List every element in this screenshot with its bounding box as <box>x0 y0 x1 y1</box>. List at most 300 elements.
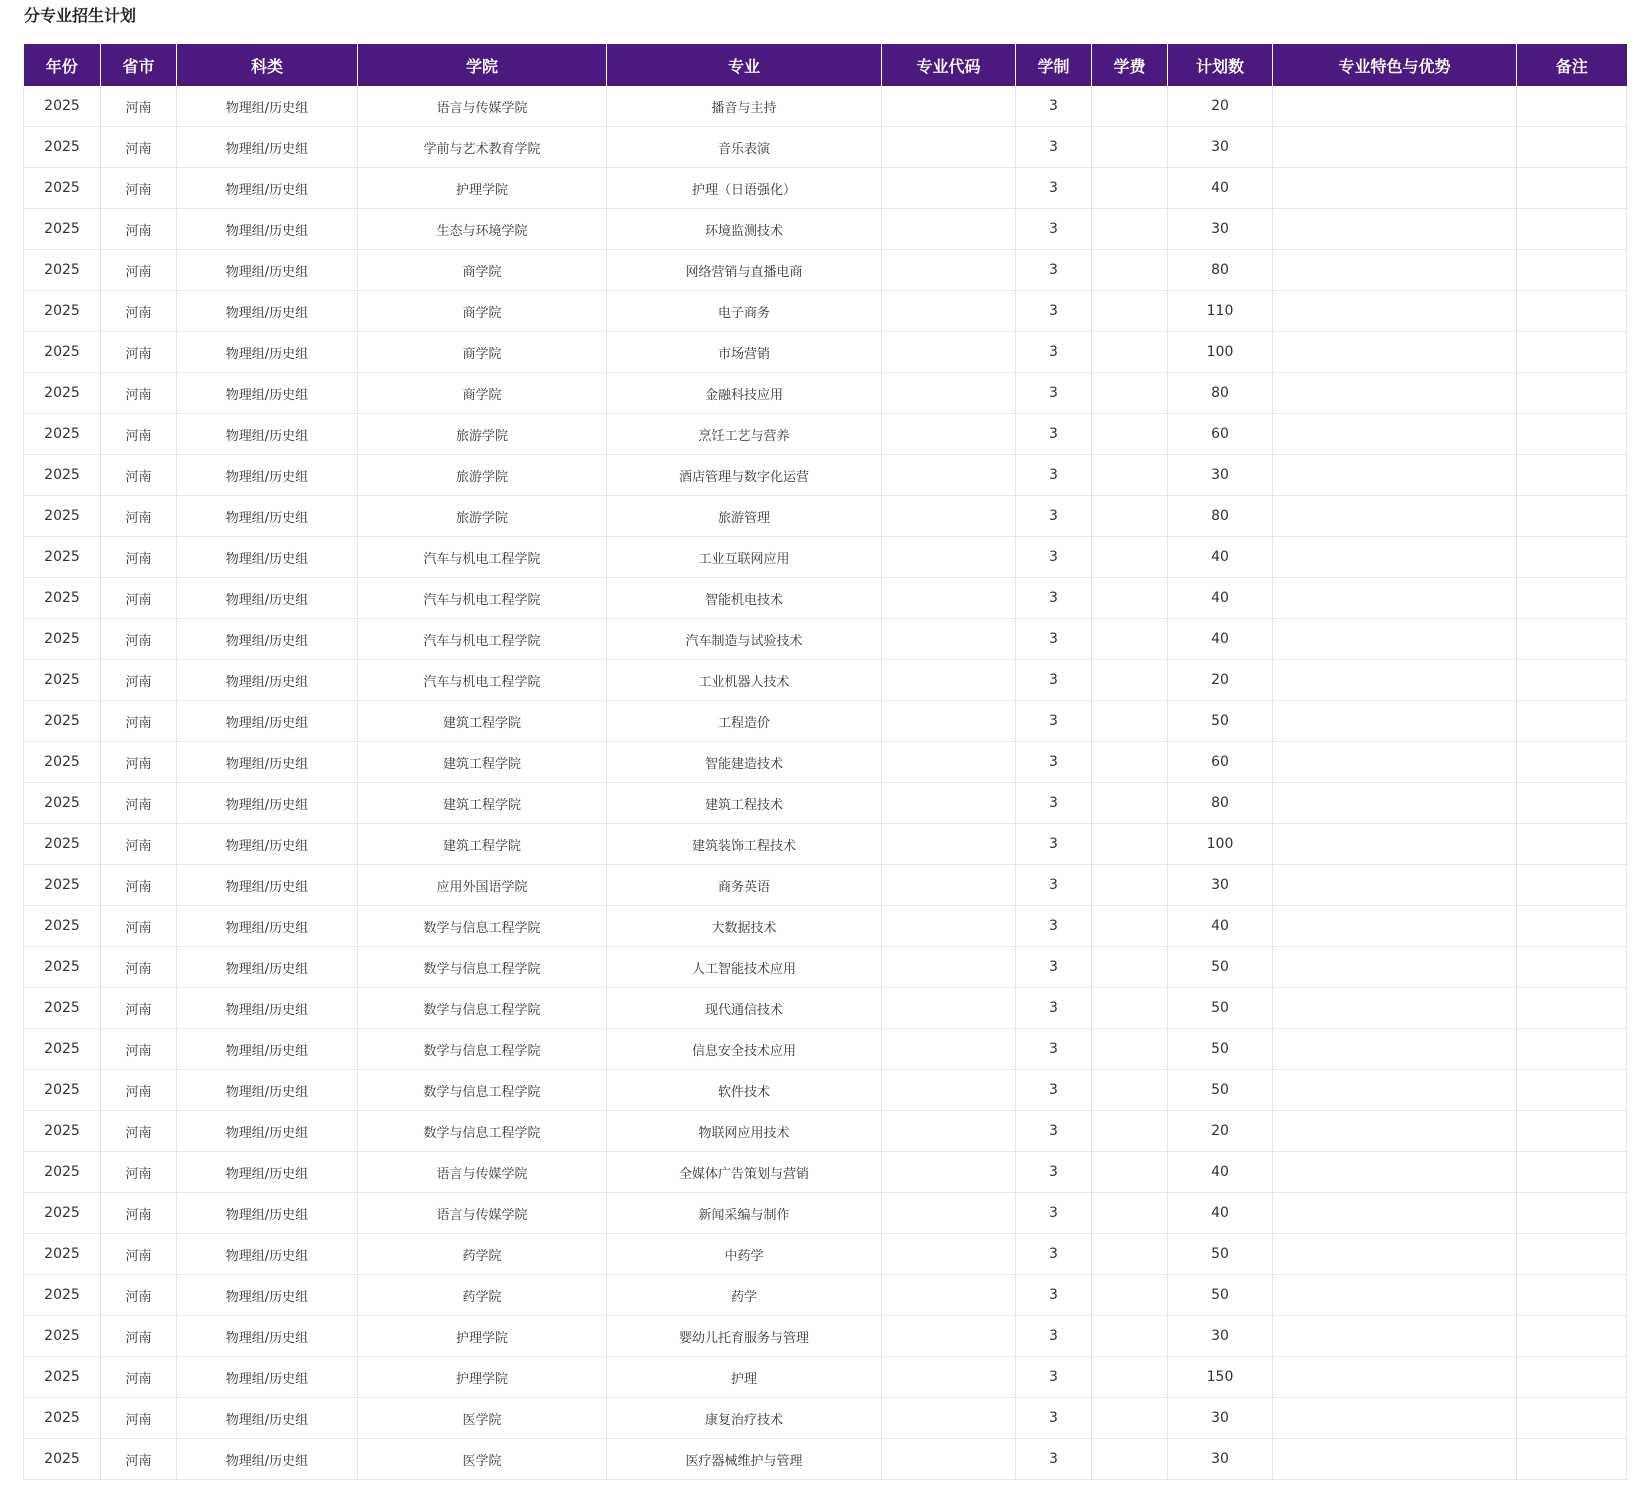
features-cell <box>1273 742 1517 783</box>
features-cell <box>1273 1029 1517 1070</box>
remarks-cell <box>1517 127 1627 168</box>
major-cell: 信息安全技术应用 <box>607 1029 882 1070</box>
college-cell: 应用外国语学院 <box>358 865 607 906</box>
major-cell: 商务英语 <box>607 865 882 906</box>
tuition-cell <box>1092 1439 1168 1480</box>
province-cell: 河南 <box>101 1193 177 1234</box>
plan-count-cell: 80 <box>1168 496 1273 537</box>
tuition-cell <box>1092 1357 1168 1398</box>
major-cell: 康复治疗技术 <box>607 1398 882 1439</box>
tuition-cell <box>1092 86 1168 127</box>
category-cell: 物理组/历史组 <box>177 1398 358 1439</box>
category-cell: 物理组/历史组 <box>177 701 358 742</box>
year-cell: 2025 <box>24 168 101 209</box>
major-code-cell <box>882 1111 1016 1152</box>
remarks-cell <box>1517 1357 1627 1398</box>
remarks-cell <box>1517 742 1627 783</box>
duration-cell: 3 <box>1016 332 1092 373</box>
tuition-cell <box>1092 865 1168 906</box>
features-cell <box>1273 824 1517 865</box>
category-cell: 物理组/历史组 <box>177 373 358 414</box>
category-cell: 物理组/历史组 <box>177 1152 358 1193</box>
table-row <box>24 619 1627 660</box>
year-cell: 2025 <box>24 496 101 537</box>
remarks-cell <box>1517 496 1627 537</box>
table-row <box>24 783 1627 824</box>
plan-count-cell: 30 <box>1168 455 1273 496</box>
tuition-cell <box>1092 537 1168 578</box>
table-row <box>24 1398 1627 1439</box>
plan-count-cell: 40 <box>1168 537 1273 578</box>
table-row <box>24 1234 1627 1275</box>
college-cell: 学前与艺术教育学院 <box>358 127 607 168</box>
major-cell: 建筑装饰工程技术 <box>607 824 882 865</box>
major-cell: 环境监测技术 <box>607 209 882 250</box>
category-cell: 物理组/历史组 <box>177 86 358 127</box>
duration-cell: 3 <box>1016 1439 1092 1480</box>
major-cell: 工业机器人技术 <box>607 660 882 701</box>
province-cell: 河南 <box>101 496 177 537</box>
major-code-cell <box>882 1234 1016 1275</box>
duration-cell: 3 <box>1016 1234 1092 1275</box>
duration-cell: 3 <box>1016 127 1092 168</box>
year-cell: 2025 <box>24 455 101 496</box>
tuition-cell <box>1092 1152 1168 1193</box>
year-cell: 2025 <box>24 906 101 947</box>
province-cell: 河南 <box>101 373 177 414</box>
major-cell: 中药学 <box>607 1234 882 1275</box>
major-cell: 音乐表演 <box>607 127 882 168</box>
category-cell: 物理组/历史组 <box>177 1070 358 1111</box>
province-cell: 河南 <box>101 86 177 127</box>
major-code-cell <box>882 496 1016 537</box>
year-cell: 2025 <box>24 1111 101 1152</box>
year-cell: 2025 <box>24 1398 101 1439</box>
tuition-cell <box>1092 1111 1168 1152</box>
major-cell: 汽车制造与试验技术 <box>607 619 882 660</box>
remarks-cell <box>1517 1234 1627 1275</box>
features-cell <box>1273 1152 1517 1193</box>
plan-count-cell: 30 <box>1168 1439 1273 1480</box>
major-code-cell <box>882 701 1016 742</box>
table-body <box>24 86 1627 1480</box>
category-cell: 物理组/历史组 <box>177 537 358 578</box>
tuition-cell <box>1092 455 1168 496</box>
table-row <box>24 824 1627 865</box>
major-code-cell <box>882 373 1016 414</box>
duration-cell: 3 <box>1016 783 1092 824</box>
features-cell <box>1273 783 1517 824</box>
remarks-cell <box>1517 824 1627 865</box>
plan-count-cell: 30 <box>1168 1316 1273 1357</box>
category-cell: 物理组/历史组 <box>177 209 358 250</box>
features-cell <box>1273 86 1517 127</box>
category-cell: 物理组/历史组 <box>177 127 358 168</box>
column-header-features: 专业特色与优势 <box>1273 44 1517 86</box>
college-cell: 数学与信息工程学院 <box>358 947 607 988</box>
major-cell: 护理（日语强化） <box>607 168 882 209</box>
province-cell: 河南 <box>101 537 177 578</box>
year-cell: 2025 <box>24 619 101 660</box>
table-row <box>24 127 1627 168</box>
features-cell <box>1273 1234 1517 1275</box>
plan-count-cell: 50 <box>1168 701 1273 742</box>
plan-count-cell: 20 <box>1168 660 1273 701</box>
duration-cell: 3 <box>1016 660 1092 701</box>
college-cell: 建筑工程学院 <box>358 701 607 742</box>
major-code-cell <box>882 86 1016 127</box>
features-cell <box>1273 168 1517 209</box>
plan-count-cell: 60 <box>1168 414 1273 455</box>
plan-count-cell: 30 <box>1168 865 1273 906</box>
major-code-cell <box>882 1439 1016 1480</box>
tuition-cell <box>1092 1234 1168 1275</box>
plan-count-cell: 50 <box>1168 1234 1273 1275</box>
major-cell: 新闻采编与制作 <box>607 1193 882 1234</box>
province-cell: 河南 <box>101 1357 177 1398</box>
table-row <box>24 742 1627 783</box>
features-cell <box>1273 660 1517 701</box>
college-cell: 药学院 <box>358 1275 607 1316</box>
category-cell: 物理组/历史组 <box>177 250 358 291</box>
remarks-cell <box>1517 373 1627 414</box>
table-row <box>24 660 1627 701</box>
table-row <box>24 291 1627 332</box>
plan-count-cell: 30 <box>1168 1398 1273 1439</box>
column-header-remarks: 备注 <box>1517 44 1627 86</box>
province-cell: 河南 <box>101 783 177 824</box>
enrollment-plan-table <box>23 44 1627 1480</box>
college-cell: 商学院 <box>358 250 607 291</box>
province-cell: 河南 <box>101 947 177 988</box>
column-header-duration: 学制 <box>1016 44 1092 86</box>
plan-count-cell: 110 <box>1168 291 1273 332</box>
duration-cell: 3 <box>1016 1275 1092 1316</box>
duration-cell: 3 <box>1016 865 1092 906</box>
remarks-cell <box>1517 291 1627 332</box>
year-cell: 2025 <box>24 373 101 414</box>
column-header-major: 专业 <box>607 44 882 86</box>
tuition-cell <box>1092 742 1168 783</box>
year-cell: 2025 <box>24 1316 101 1357</box>
province-cell: 河南 <box>101 1152 177 1193</box>
province-cell: 河南 <box>101 824 177 865</box>
tuition-cell <box>1092 988 1168 1029</box>
major-cell: 婴幼儿托育服务与管理 <box>607 1316 882 1357</box>
year-cell: 2025 <box>24 701 101 742</box>
major-cell: 软件技术 <box>607 1070 882 1111</box>
province-cell: 河南 <box>101 1111 177 1152</box>
year-cell: 2025 <box>24 1070 101 1111</box>
year-cell: 2025 <box>24 947 101 988</box>
remarks-cell <box>1517 701 1627 742</box>
province-cell: 河南 <box>101 742 177 783</box>
college-cell: 语言与传媒学院 <box>358 1193 607 1234</box>
plan-count-cell: 100 <box>1168 332 1273 373</box>
duration-cell: 3 <box>1016 1316 1092 1357</box>
table-row <box>24 86 1627 127</box>
major-cell: 智能建造技术 <box>607 742 882 783</box>
major-code-cell <box>882 209 1016 250</box>
remarks-cell <box>1517 660 1627 701</box>
major-code-cell <box>882 1357 1016 1398</box>
tuition-cell <box>1092 127 1168 168</box>
major-code-cell <box>882 742 1016 783</box>
tuition-cell <box>1092 1316 1168 1357</box>
tuition-cell <box>1092 1029 1168 1070</box>
table-row <box>24 1111 1627 1152</box>
column-header-year: 年份 <box>24 44 101 86</box>
features-cell <box>1273 332 1517 373</box>
tuition-cell <box>1092 496 1168 537</box>
plan-count-cell: 50 <box>1168 1070 1273 1111</box>
duration-cell: 3 <box>1016 701 1092 742</box>
major-code-cell <box>882 619 1016 660</box>
major-code-cell <box>882 824 1016 865</box>
plan-count-cell: 40 <box>1168 619 1273 660</box>
table-row <box>24 250 1627 291</box>
college-cell: 汽车与机电工程学院 <box>358 619 607 660</box>
major-cell: 烹饪工艺与营养 <box>607 414 882 455</box>
major-cell: 护理 <box>607 1357 882 1398</box>
major-code-cell <box>882 660 1016 701</box>
duration-cell: 3 <box>1016 250 1092 291</box>
major-cell: 人工智能技术应用 <box>607 947 882 988</box>
province-cell: 河南 <box>101 906 177 947</box>
features-cell <box>1273 250 1517 291</box>
column-header-plan-count: 计划数 <box>1168 44 1273 86</box>
category-cell: 物理组/历史组 <box>177 168 358 209</box>
duration-cell: 3 <box>1016 1357 1092 1398</box>
plan-count-cell: 80 <box>1168 783 1273 824</box>
tuition-cell <box>1092 414 1168 455</box>
year-cell: 2025 <box>24 1234 101 1275</box>
features-cell <box>1273 1275 1517 1316</box>
college-cell: 语言与传媒学院 <box>358 86 607 127</box>
column-header-category: 科类 <box>177 44 358 86</box>
tuition-cell <box>1092 578 1168 619</box>
year-cell: 2025 <box>24 988 101 1029</box>
table-row <box>24 373 1627 414</box>
plan-count-cell: 40 <box>1168 1193 1273 1234</box>
major-cell: 旅游管理 <box>607 496 882 537</box>
table-row <box>24 209 1627 250</box>
province-cell: 河南 <box>101 209 177 250</box>
college-cell: 数学与信息工程学院 <box>358 988 607 1029</box>
category-cell: 物理组/历史组 <box>177 783 358 824</box>
enrollment-plan-table-container <box>23 44 1626 1480</box>
features-cell <box>1273 414 1517 455</box>
plan-count-cell: 100 <box>1168 824 1273 865</box>
tuition-cell <box>1092 783 1168 824</box>
year-cell: 2025 <box>24 414 101 455</box>
remarks-cell <box>1517 1193 1627 1234</box>
college-cell: 数学与信息工程学院 <box>358 906 607 947</box>
category-cell: 物理组/历史组 <box>177 578 358 619</box>
college-cell: 商学院 <box>358 373 607 414</box>
features-cell <box>1273 1193 1517 1234</box>
province-cell: 河南 <box>101 1029 177 1070</box>
remarks-cell <box>1517 865 1627 906</box>
category-cell: 物理组/历史组 <box>177 906 358 947</box>
table-row <box>24 1316 1627 1357</box>
year-cell: 2025 <box>24 1029 101 1070</box>
features-cell <box>1273 701 1517 742</box>
college-cell: 建筑工程学院 <box>358 742 607 783</box>
features-cell <box>1273 127 1517 168</box>
features-cell <box>1273 373 1517 414</box>
remarks-cell <box>1517 619 1627 660</box>
college-cell: 数学与信息工程学院 <box>358 1029 607 1070</box>
duration-cell: 3 <box>1016 619 1092 660</box>
table-row <box>24 496 1627 537</box>
college-cell: 数学与信息工程学院 <box>358 1111 607 1152</box>
remarks-cell <box>1517 947 1627 988</box>
table-row <box>24 332 1627 373</box>
year-cell: 2025 <box>24 291 101 332</box>
major-code-cell <box>882 865 1016 906</box>
province-cell: 河南 <box>101 127 177 168</box>
province-cell: 河南 <box>101 1275 177 1316</box>
major-code-cell <box>882 947 1016 988</box>
remarks-cell <box>1517 414 1627 455</box>
plan-count-cell: 80 <box>1168 250 1273 291</box>
college-cell: 汽车与机电工程学院 <box>358 537 607 578</box>
college-cell: 生态与环境学院 <box>358 209 607 250</box>
major-code-cell <box>882 414 1016 455</box>
column-header-major-code: 专业代码 <box>882 44 1016 86</box>
remarks-cell <box>1517 578 1627 619</box>
tuition-cell <box>1092 619 1168 660</box>
major-cell: 金融科技应用 <box>607 373 882 414</box>
tuition-cell <box>1092 824 1168 865</box>
year-cell: 2025 <box>24 824 101 865</box>
remarks-cell <box>1517 1070 1627 1111</box>
college-cell: 护理学院 <box>358 1357 607 1398</box>
year-cell: 2025 <box>24 209 101 250</box>
table-row <box>24 1439 1627 1480</box>
duration-cell: 3 <box>1016 578 1092 619</box>
features-cell <box>1273 1398 1517 1439</box>
major-cell: 播音与主持 <box>607 86 882 127</box>
plan-count-cell: 40 <box>1168 168 1273 209</box>
category-cell: 物理组/历史组 <box>177 414 358 455</box>
province-cell: 河南 <box>101 578 177 619</box>
duration-cell: 3 <box>1016 1070 1092 1111</box>
category-cell: 物理组/历史组 <box>177 619 358 660</box>
plan-count-cell: 50 <box>1168 947 1273 988</box>
province-cell: 河南 <box>101 1234 177 1275</box>
province-cell: 河南 <box>101 332 177 373</box>
college-cell: 旅游学院 <box>358 496 607 537</box>
remarks-cell <box>1517 1316 1627 1357</box>
features-cell <box>1273 1439 1517 1480</box>
year-cell: 2025 <box>24 578 101 619</box>
college-cell: 护理学院 <box>358 168 607 209</box>
page-title: 分专业招生计划 <box>24 6 137 25</box>
province-cell: 河南 <box>101 291 177 332</box>
features-cell <box>1273 988 1517 1029</box>
features-cell <box>1273 1111 1517 1152</box>
province-cell: 河南 <box>101 701 177 742</box>
table-row <box>24 1152 1627 1193</box>
table-row <box>24 906 1627 947</box>
major-cell: 药学 <box>607 1275 882 1316</box>
tuition-cell <box>1092 332 1168 373</box>
major-code-cell <box>882 537 1016 578</box>
features-cell <box>1273 209 1517 250</box>
duration-cell: 3 <box>1016 86 1092 127</box>
category-cell: 物理组/历史组 <box>177 1275 358 1316</box>
plan-count-cell: 40 <box>1168 1152 1273 1193</box>
features-cell <box>1273 578 1517 619</box>
duration-cell: 3 <box>1016 1193 1092 1234</box>
remarks-cell <box>1517 455 1627 496</box>
features-cell <box>1273 1357 1517 1398</box>
province-cell: 河南 <box>101 1070 177 1111</box>
table-row <box>24 947 1627 988</box>
major-code-cell <box>882 578 1016 619</box>
major-cell: 物联网应用技术 <box>607 1111 882 1152</box>
major-cell: 医疗器械维护与管理 <box>607 1439 882 1480</box>
duration-cell: 3 <box>1016 455 1092 496</box>
year-cell: 2025 <box>24 660 101 701</box>
plan-count-cell: 80 <box>1168 373 1273 414</box>
province-cell: 河南 <box>101 1398 177 1439</box>
category-cell: 物理组/历史组 <box>177 865 358 906</box>
tuition-cell <box>1092 1070 1168 1111</box>
major-cell: 电子商务 <box>607 291 882 332</box>
province-cell: 河南 <box>101 250 177 291</box>
table-row <box>24 865 1627 906</box>
plan-count-cell: 30 <box>1168 209 1273 250</box>
tuition-cell <box>1092 1193 1168 1234</box>
major-code-cell <box>882 332 1016 373</box>
features-cell <box>1273 537 1517 578</box>
column-header-province: 省市 <box>101 44 177 86</box>
remarks-cell <box>1517 537 1627 578</box>
remarks-cell <box>1517 1439 1627 1480</box>
duration-cell: 3 <box>1016 1029 1092 1070</box>
tuition-cell <box>1092 701 1168 742</box>
college-cell: 建筑工程学院 <box>358 824 607 865</box>
major-code-cell <box>882 1029 1016 1070</box>
category-cell: 物理组/历史组 <box>177 1357 358 1398</box>
plan-count-cell: 50 <box>1168 1029 1273 1070</box>
table-row <box>24 455 1627 496</box>
major-cell: 建筑工程技术 <box>607 783 882 824</box>
province-cell: 河南 <box>101 660 177 701</box>
features-cell <box>1273 619 1517 660</box>
year-cell: 2025 <box>24 783 101 824</box>
major-code-cell <box>882 783 1016 824</box>
college-cell: 汽车与机电工程学院 <box>358 660 607 701</box>
major-cell: 市场营销 <box>607 332 882 373</box>
duration-cell: 3 <box>1016 824 1092 865</box>
major-code-cell <box>882 1316 1016 1357</box>
duration-cell: 3 <box>1016 537 1092 578</box>
category-cell: 物理组/历史组 <box>177 1316 358 1357</box>
province-cell: 河南 <box>101 619 177 660</box>
major-code-cell <box>882 1398 1016 1439</box>
college-cell: 医学院 <box>358 1439 607 1480</box>
table-row <box>24 537 1627 578</box>
year-cell: 2025 <box>24 1439 101 1480</box>
remarks-cell <box>1517 988 1627 1029</box>
table-row <box>24 414 1627 455</box>
tuition-cell <box>1092 1275 1168 1316</box>
tuition-cell <box>1092 250 1168 291</box>
